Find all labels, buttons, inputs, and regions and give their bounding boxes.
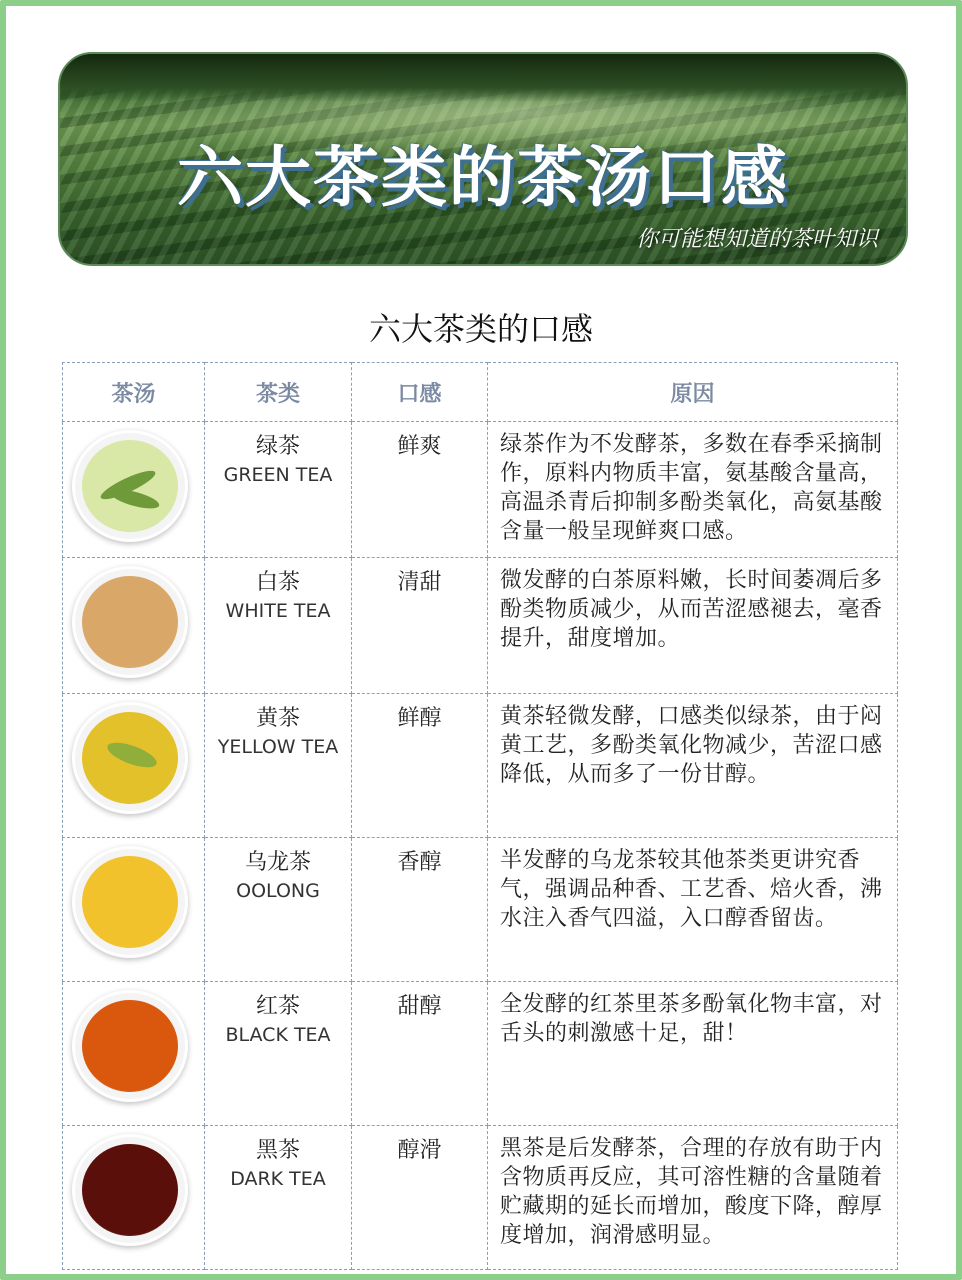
table-row	[63, 422, 898, 558]
reason-cell: 黄茶轻微发酵，口感类似绿茶，由于闷黄工艺，多酚类氧化物减少，苦涩口感降低，从而多了一份甘醇。	[488, 694, 898, 838]
soup-cell	[63, 422, 205, 558]
tea-cup-image	[72, 846, 188, 958]
taste-cell: 鲜醇	[352, 694, 488, 838]
table-row	[63, 982, 898, 1126]
tea-soup	[82, 856, 178, 948]
taste-cell: 甜醇	[352, 982, 488, 1126]
table-row	[63, 1126, 898, 1270]
soup-cell	[63, 558, 205, 694]
section-title: 六大茶类的口感	[368, 310, 593, 348]
category-name-en: OOLONG	[236, 880, 320, 902]
header-soup: 茶汤	[63, 363, 205, 422]
category-cell	[205, 838, 352, 982]
banner-subtitle: 你可能想知道的茶叶知识	[635, 227, 878, 252]
category-name-zh: 红茶	[255, 994, 300, 1019]
category-cell	[205, 694, 352, 838]
table-row	[63, 838, 898, 982]
category-name-en: DARK TEA	[230, 1168, 326, 1190]
category-name-en: GREEN TEA	[223, 464, 333, 486]
category-cell	[205, 422, 352, 558]
category-cell	[205, 1126, 352, 1270]
category-name-zh: 绿茶	[255, 434, 300, 459]
tea-table	[62, 362, 898, 1270]
tea-cup-image	[72, 430, 188, 542]
reason-cell: 黑茶是后发酵茶，合理的存放有助于内含物质再反应，其可溶性糖的含量随着贮藏期的延长而增加，酸度下降，醇厚度增加，润滑感明显。	[488, 1126, 898, 1270]
taste-cell: 鲜爽	[352, 422, 488, 558]
category-name-en: WHITE TEA	[225, 600, 331, 622]
tea-soup	[82, 576, 178, 668]
category-name-en: BLACK TEA	[225, 1024, 331, 1046]
category-name-zh: 黑茶	[255, 1138, 300, 1163]
tea-cup-image	[72, 1134, 188, 1246]
taste-cell: 香醇	[352, 838, 488, 982]
taste-cell: 清甜	[352, 558, 488, 694]
header-taste: 口感	[352, 363, 488, 422]
tea-cup-image	[72, 990, 188, 1102]
reason-cell: 全发酵的红茶里茶多酚氧化物丰富，对舌头的刺激感十足，甜！	[488, 982, 898, 1126]
category-name-zh: 白茶	[255, 570, 300, 595]
category-cell	[205, 558, 352, 694]
tea-cup-image	[72, 702, 188, 814]
reason-cell: 绿茶作为不发酵茶，多数在春季采摘制作，原料内物质丰富，氨基酸含量高，高温杀青后抑制多酚类氧化，高氨基酸含量一般呈现鲜爽口感。	[488, 422, 898, 558]
header-category: 茶类	[205, 363, 352, 422]
soup-cell	[63, 694, 205, 838]
table-row	[63, 694, 898, 838]
tea-soup	[82, 1000, 178, 1092]
table-row	[63, 558, 898, 694]
banner-background-trees	[60, 54, 906, 102]
header-reason: 原因	[488, 363, 898, 422]
reason-cell: 微发酵的白茶原料嫩，长时间萎凋后多酚类物质减少，从而苦涩感褪去，毫香提升，甜度增加。	[488, 558, 898, 694]
category-cell	[205, 982, 352, 1126]
table-header-row	[63, 363, 898, 422]
soup-cell	[63, 838, 205, 982]
tea-cup-image	[72, 566, 188, 678]
category-name-zh: 黄茶	[255, 706, 300, 731]
banner	[58, 52, 908, 266]
soup-cell	[63, 982, 205, 1126]
tea-soup	[82, 1144, 178, 1236]
category-name-en: YELLOW TEA	[217, 736, 339, 758]
soup-cell	[63, 1126, 205, 1270]
category-name-zh: 乌龙茶	[244, 850, 311, 875]
taste-cell: 醇滑	[352, 1126, 488, 1270]
reason-cell: 半发酵的乌龙茶较其他茶类更讲究香气，强调品种香、工艺香、焙火香，沸水注入香气四溢，入口醇香留齿。	[488, 838, 898, 982]
banner-title: 六大茶类的茶汤口感	[177, 139, 789, 216]
